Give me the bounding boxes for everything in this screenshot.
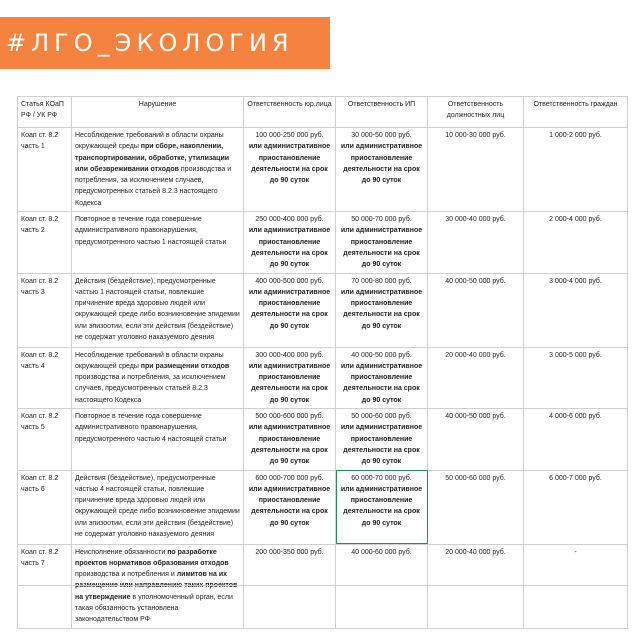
- hashtag-banner: #ЛГО_ЭКОЛОГИЯ: [0, 17, 330, 69]
- violation-text: в уполномоченный орган, если такая обязанность установлена законодательством РФ: [75, 593, 233, 624]
- ip-cell: [336, 128, 428, 212]
- official-cell: 30 000-40 000 руб.: [428, 212, 524, 273]
- citizen-cell: 4 000-6 000 руб.: [524, 409, 628, 470]
- legal-entity-cell: [244, 212, 336, 273]
- table-row: [18, 128, 628, 212]
- violation-emphasis: лимитов на их размещение или направлению таких проектов на утверждение: [75, 571, 238, 601]
- legal-entity-fine: 500 000-600 000 руб.: [255, 413, 324, 421]
- suspension-note: или административное приостановление деятельности на срок до 90 суток: [248, 227, 331, 269]
- violation-cell: [72, 347, 244, 408]
- legal-entity-cell: [244, 544, 336, 628]
- table-row: [18, 273, 628, 347]
- suspension-note: или административное приостановление деятельности на срок до 90 суток: [248, 485, 331, 527]
- violation-emphasis: при сборе, накоплении, транспортировании, обработке, утилизации или обезвреживании отходов: [75, 143, 230, 173]
- official-cell: 50 000-60 000 руб.: [428, 470, 524, 544]
- citizen-cell: 2 000-4 000 руб.: [524, 212, 628, 273]
- violation-cell: [72, 273, 244, 347]
- violation-emphasis: при размещении отходов: [140, 362, 230, 370]
- legal-entity-cell: [244, 409, 336, 470]
- suspension-note: или административное приостановление деятельности на срок до 90 суток: [248, 424, 331, 466]
- citizen-cell: 3 000-5 000 руб.: [524, 347, 628, 408]
- legal-entity-fine: 200 000-350 000 руб.: [255, 548, 324, 556]
- legal-entity-fine: 400 000-500 000 руб.: [255, 277, 324, 285]
- violation-cell: [72, 470, 244, 544]
- table-row: [18, 409, 628, 470]
- suspension-note: или административное приостановление деятельности на срок до 90 суток: [248, 143, 331, 185]
- official-cell: 10 000-30 000 руб.: [428, 128, 524, 212]
- suspension-note: или административное приостановление деятельности на срок до 90 суток: [340, 227, 423, 269]
- suspension-note: или административное приостановление деятельности на срок до 90 суток: [340, 424, 423, 466]
- table-row: [18, 212, 628, 273]
- article-cell: Коап ст. 8.2 часть 2: [18, 212, 72, 273]
- violation-text: Несоблюдение требований в области охраны окружающей среды: [75, 132, 224, 151]
- legal-entity-cell: [244, 470, 336, 544]
- table-row: [18, 544, 628, 628]
- legal-entity-fine: 250 000-400 000 руб.: [255, 216, 324, 224]
- violation-cell: [72, 544, 244, 628]
- suspension-note: или административное приостановление деятельности на срок до 90 суток: [340, 143, 423, 185]
- suspension-note: или административное приостановление деятельности на срок до 90 суток: [340, 362, 423, 404]
- legal-entity-fine: 100 000-250 000 руб.: [255, 132, 324, 139]
- violation-text: Неисполнение обязанности: [75, 548, 168, 556]
- article-cell: Коап ст. 8.2 часть 4: [18, 347, 72, 408]
- article-cell: Коап ст. 8.2 часть 1: [18, 128, 72, 212]
- table-row: [18, 347, 628, 408]
- penalties-table: [17, 96, 628, 629]
- violation-cell: [72, 128, 244, 212]
- official-cell: 40 000-50 000 руб.: [428, 273, 524, 347]
- header-article: Статья КОаП РФ / УК РФ: [18, 97, 72, 128]
- official-cell: 20 000-40 000 руб.: [428, 544, 524, 628]
- violation-text: производства и потребления, за исключением случаев, предусмотренных статьей 8.2.3 настоящего Кодекса: [75, 374, 226, 404]
- header-citizen: Ответственность граждан: [524, 97, 628, 128]
- header-violation: Нарушение: [72, 97, 244, 128]
- header-official: Ответственность должностных лиц: [428, 97, 524, 128]
- citizen-cell: -: [524, 544, 628, 628]
- header-legal-entity: Ответственность юр.лица: [244, 97, 336, 128]
- legal-entity-cell: [244, 347, 336, 408]
- violation-cell: [72, 409, 244, 470]
- citizen-cell: 1 000-2 000 руб.: [524, 128, 628, 212]
- official-cell: 40 000-50 000 руб.: [428, 409, 524, 470]
- violation-text: Действия (бездействие), предусмотренные частью 1 настоящей статьи, повлекшие причинение вреда здоровью людей или окружающей среде либо возникновение эпидемии или эпизоотии, если эти действия (бездействие) не содержат уголовно наказуемого деяния: [75, 277, 240, 342]
- table-bottom-line: [17, 585, 627, 586]
- citizen-cell: 6 000-7 000 руб.: [524, 470, 628, 544]
- suspension-note: или административное приостановление деятельности на срок до 90 суток: [340, 288, 423, 330]
- ip-cell: [336, 212, 428, 273]
- violation-cell: [72, 212, 244, 273]
- official-cell: 20 000-40 000 руб.: [428, 347, 524, 408]
- ip-cell: [336, 544, 428, 628]
- violation-text: производства и потребления и: [75, 571, 177, 579]
- ip-fine: 40 000-50 000 руб.: [351, 351, 412, 359]
- article-cell: Коап ст. 8.2 часть 3: [18, 273, 72, 347]
- table-row: [18, 470, 628, 544]
- ip-cell: [336, 347, 428, 408]
- ip-fine: 50 000-60 000 руб.: [351, 413, 412, 421]
- table-header-row: [18, 97, 628, 128]
- violation-text: Повторное в течение года совершение административного правонарушения, предусмотренного частью 1 настоящей статьи: [75, 216, 227, 246]
- ip-fine: 50 000-70 000 руб.: [351, 216, 412, 224]
- violation-text: Действия (бездействие), предусмотренные частью 4 настоящей статьи, повлекшие причинение вреда здоровью людей или окружающей среде либо возникновение эпидемии или эпизоотии, если эти действия (бездействие) не содержат уголовно наказуемого деяния: [75, 474, 240, 539]
- suspension-note: или административное приостановление деятельности на срок до 90 суток: [340, 485, 423, 527]
- legal-entity-fine: 600 000-700 000 руб.: [255, 474, 324, 482]
- violation-emphasis: по разработке проектов нормативов образования отходов: [75, 548, 229, 567]
- violation-text: Повторное в течение года совершение административного правонарушения, предусмотренного частью 4 настоящей статьи: [75, 413, 227, 443]
- article-cell: Коап ст. 8.2 часть 7: [18, 544, 72, 628]
- ip-cell: [336, 273, 428, 347]
- legal-entity-cell: [244, 128, 336, 212]
- ip-fine: 60 000-70 000 руб.: [351, 474, 412, 482]
- violation-text: Несоблюдение требований в области охраны окружающей среды: [75, 351, 224, 370]
- suspension-note: или административное приостановление деятельности на срок до 90 суток: [248, 288, 331, 330]
- ip-fine: 30 000-50 000 руб.: [351, 132, 412, 139]
- violation-text: производства и потребления, за исключением случаев, предусмотренных статьей 8.2.3 настоящего Кодекса: [75, 165, 232, 207]
- article-cell: Коап ст. 8.2 часть 5: [18, 409, 72, 470]
- article-cell: Коап ст. 8.2 часть 6: [18, 470, 72, 544]
- legal-entity-cell: [244, 273, 336, 347]
- ip-fine: 70 000-80 000 руб.: [351, 277, 412, 285]
- ip-cell: [336, 470, 428, 544]
- ip-cell: [336, 409, 428, 470]
- ip-fine: 40 000-60 000 руб.: [351, 548, 412, 556]
- header-ip: Ответственность ИП: [336, 97, 428, 128]
- legal-entity-fine: 300 000-400 000 руб.: [255, 351, 324, 359]
- suspension-note: или административное приостановление деятельности на срок до 90 суток: [248, 362, 331, 404]
- citizen-cell: 3 000-4 000 руб.: [524, 273, 628, 347]
